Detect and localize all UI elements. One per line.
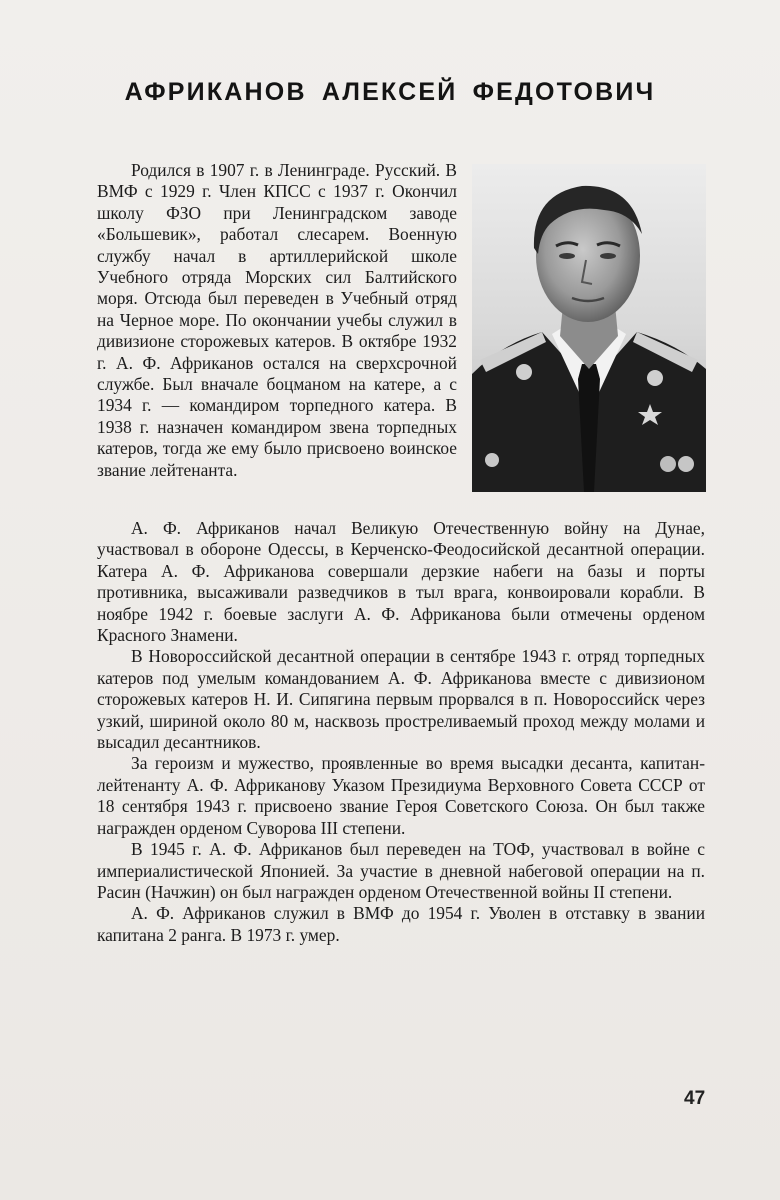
portrait-photo (472, 164, 706, 492)
body-paragraph: В Новороссийской десантной операции в сентябре 1943 г. отряд торпедных катеров под умелым командованием А. Ф. Африканова вместе с дивизионом сторожевых катеров Н. И. Сипягина первым прорвался в п. Новороссийск через узкий, шириной около 80 м, насквозь простреливаемый проход между молами и высадил десантников. (97, 646, 705, 753)
body-paragraph: А. Ф. Африканов начал Великую Отечественную войну на Дунае, участвовал в обороне Одессы, в Керченско-Феодосийской десантной операции. Катера А. Ф. Африканова совершали дерзкие набеги на базы и порты противника, высаживали разведчиков в тыл врага, конвоировали корабли. В ноябре 1942 г. боевые заслуги А. Ф. Африканова были отмечены орденом Красного Знамени. (97, 518, 705, 646)
body-paragraph: В 1945 г. А. Ф. Африканов был переведен на ТОФ, участвовал в войне с империалистической Японией. За участие в дневной набеговой операции на п. Расин (Начжин) он был награжден орденом Отечественной войны II степени. (97, 839, 705, 902)
page-title: АФРИКАНОВ АЛЕКСЕЙ ФЕДОТОВИЧ (124, 78, 656, 106)
portrait-illustration (472, 164, 706, 492)
intro-column (97, 160, 457, 481)
body-text (97, 518, 705, 946)
body-paragraph: А. Ф. Африканов служил в ВМФ до 1954 г. Уволен в отставку в звании капитана 2 ранга. В 1973 г. умер. (97, 903, 705, 945)
intro-paragraph: Родился в 1907 г. в Ленинграде. Русский. В ВМФ с 1929 г. Член КПСС с 1937 г. Окончил школу ФЗО при Ленинградском заводе «Большевик», работал слесарем. Военную службу начал в артиллерийской школе Учебного отряда Морских сил Балтийского моря. Отсюда был переведен в Учебный отряд на Черное море. По окончании учебы служил в дивизионе сторожевых катеров. В октябре 1932 г. А. Ф. Африканов остался на сверхсрочной службе. Был вначале боцманом на катере, а с 1934 г. — командиром торпедного катера. В 1938 г. назначен командиром звена торпедных катеров, тогда же ему было присвоено воинское звание лейтенанта. (97, 160, 457, 480)
page-number: 47 (684, 1088, 706, 1109)
body-paragraph: За героизм и мужество, проявленные во время высадки десанта, капитан-лейтенанту А. Ф. Африканову Указом Президиума Верховного Совета СССР от 18 сентября 1943 г. присвоено звание Героя Советского Союза. Он был также награжден орденом Суворова III степени. (97, 753, 705, 838)
